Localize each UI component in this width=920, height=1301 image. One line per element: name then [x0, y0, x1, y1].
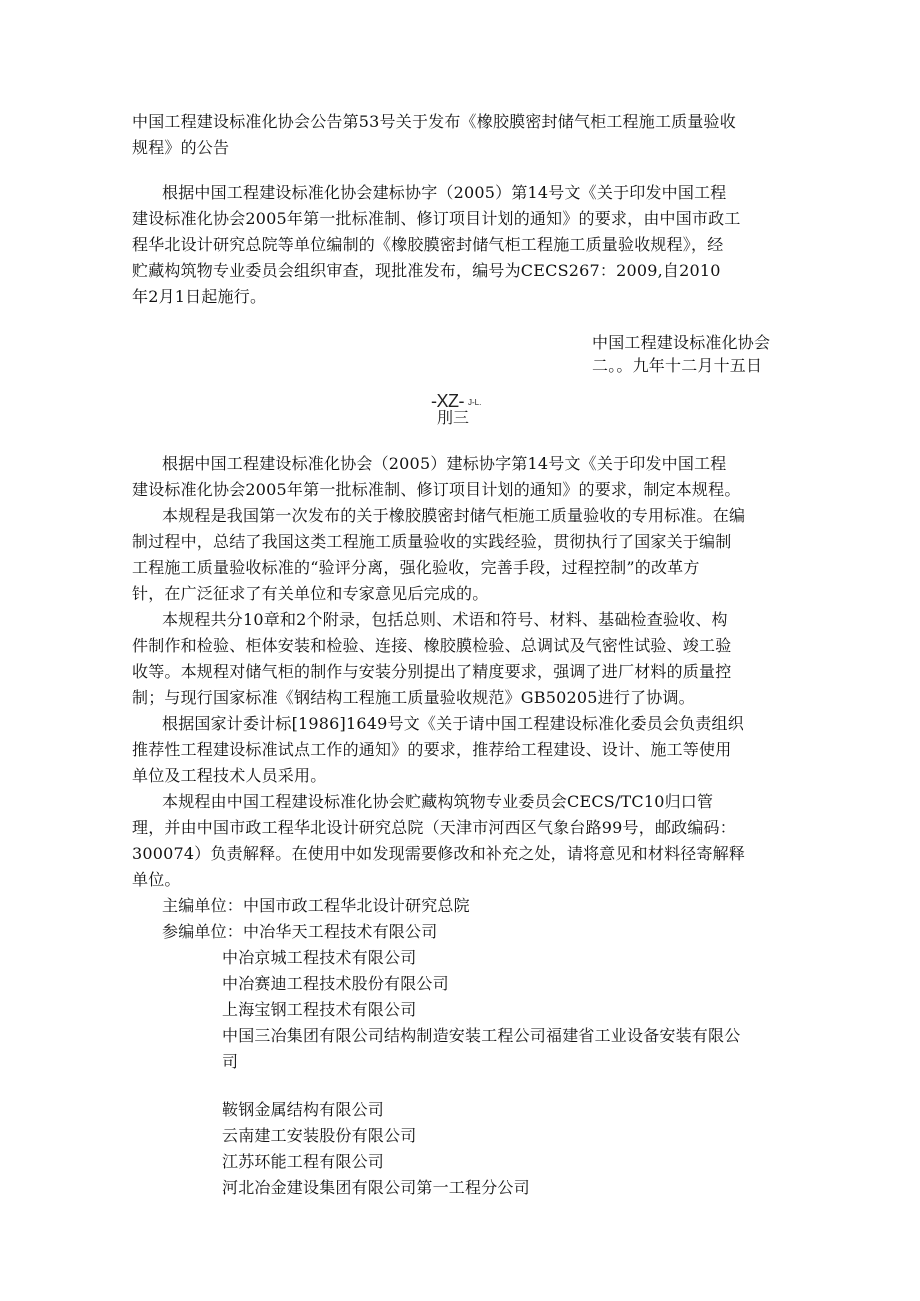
- preface-paragraph-line: 制；与现行国家标准《钢结构工程施工质量验收规范》GB50205进行了协调。: [132, 688, 695, 707]
- preface-paragraph-line: 收等。本规程对储气柜的制作与安装分别提出了精度要求，强调了进厂材料的质量控: [132, 662, 732, 681]
- preface-paragraph-line: 本规程共分10章和2个附录，包括总则、术语和符号、材料、基础检查验收、构: [162, 610, 728, 629]
- preface-paragraph-line: 制过程中，总结了我国这类工程施工质量验收的实践经验，贯彻执行了国家关于编制: [132, 532, 732, 551]
- preface-paragraph-line: 300074）负责解释。在使用中如发现需要修改和补充之处，请将意见和材料径寄解释: [132, 844, 746, 863]
- announcement-body-line: 贮藏构筑物专业委员会组织审查，现批准发布，编号为CECS267：2009,自2010: [132, 261, 721, 280]
- preface-paragraph-line: 根据国家计委计标[1986]1649号文《关于请中国工程建设标准化委员会负责组织: [162, 714, 744, 733]
- preface-title: 刖三: [437, 408, 470, 427]
- issuer-name: 中国工程建设标准化协会: [592, 333, 771, 352]
- preface-paragraph-line: 建设标准化协会2005年第一批标准制、修订项目计划的通知》的要求，制定本规程。: [132, 480, 741, 499]
- preface-heading: [431, 392, 491, 432]
- announcement-body-line: 程华北设计研究总院等单位编制的《橡胶膜密封储气柜工程施工质量验收规程》，经: [132, 235, 724, 254]
- announcement-body-line: 年2月1日起施行。: [132, 287, 267, 306]
- preface-mark: -XZ-: [431, 391, 464, 411]
- participant-unit: 司: [222, 1052, 239, 1071]
- preface-paragraph-line: 针，在广泛征求了有关单位和专家意见后完成的。: [132, 584, 489, 603]
- preface-small-mark: J-L.: [468, 398, 482, 407]
- participant-unit: 中冶赛迪工程技术股份有限公司: [222, 974, 449, 993]
- chief-editor-unit: 主编单位：中国市政工程华北设计研究总院: [162, 896, 470, 915]
- participant-unit: 河北冶金建设集团有限公司第一工程分公司: [222, 1178, 530, 1197]
- participant-unit: 上海宝钢工程技术有限公司: [222, 1000, 417, 1019]
- participant-unit: 云南建工安装股份有限公司: [222, 1126, 417, 1145]
- preface-paragraph-line: 件制作和检验、柜体安装和检验、连接、橡胶膜检验、总调试及气密性试验、竣工验: [132, 636, 732, 655]
- announcement-body-line: 根据中国工程建设标准化协会建标协字（2005）第14号文《关于印发中国工程: [162, 183, 727, 202]
- announcement-body-line: 建设标准化协会2005年第一批标准制、修订项目计划的通知》的要求，由中国市政工: [132, 209, 741, 228]
- issue-date: 二。。九年十二月十五日: [592, 356, 763, 375]
- preface-paragraph-line: 本规程是我国第一次发布的关于橡胶膜密封储气柜施工质量验收的专用标准。在编: [162, 506, 746, 525]
- preface-paragraph-line: 单位。: [132, 870, 181, 889]
- participant-unit: 中国三冶集团有限公司结构制造安装工程公司福建省工业设备安装有限公: [222, 1026, 741, 1045]
- preface-paragraph-line: 根据中国工程建设标准化协会（2005）建标协字第14号文《关于印发中国工程: [162, 454, 727, 473]
- announcement-title-line: 规程》的公告: [132, 138, 230, 157]
- preface-paragraph-line: 单位及工程技术人员采用。: [132, 766, 327, 785]
- participant-unit: 江苏环能工程有限公司: [222, 1152, 385, 1171]
- preface-paragraph-line: 工程施工质量验收标准的“验评分离，强化验收，完善手段，过程控制”的改革方: [132, 558, 700, 577]
- co-editor-unit: 参编单位：中冶华天工程技术有限公司: [162, 922, 438, 941]
- preface-paragraph-line: 本规程由中国工程建设标准化协会贮藏构筑物专业委员会CECS/TC10归口管: [162, 792, 714, 811]
- participant-unit: 鞍钢金属结构有限公司: [222, 1100, 385, 1119]
- announcement-title-line: 中国工程建设标准化协会公告第53号关于发布《橡胶膜密封储气柜工程施工质量验收: [132, 112, 736, 131]
- participant-unit: 中冶京城工程技术有限公司: [222, 948, 417, 967]
- preface-paragraph-line: 理，并由中国市政工程华北设计研究总院（天津市河西区气象台路99号，邮政编码：: [132, 818, 736, 837]
- preface-paragraph-line: 推荐性工程建设标准试点工作的通知》的要求，推荐给工程建设、设计、施工等使用: [132, 740, 732, 759]
